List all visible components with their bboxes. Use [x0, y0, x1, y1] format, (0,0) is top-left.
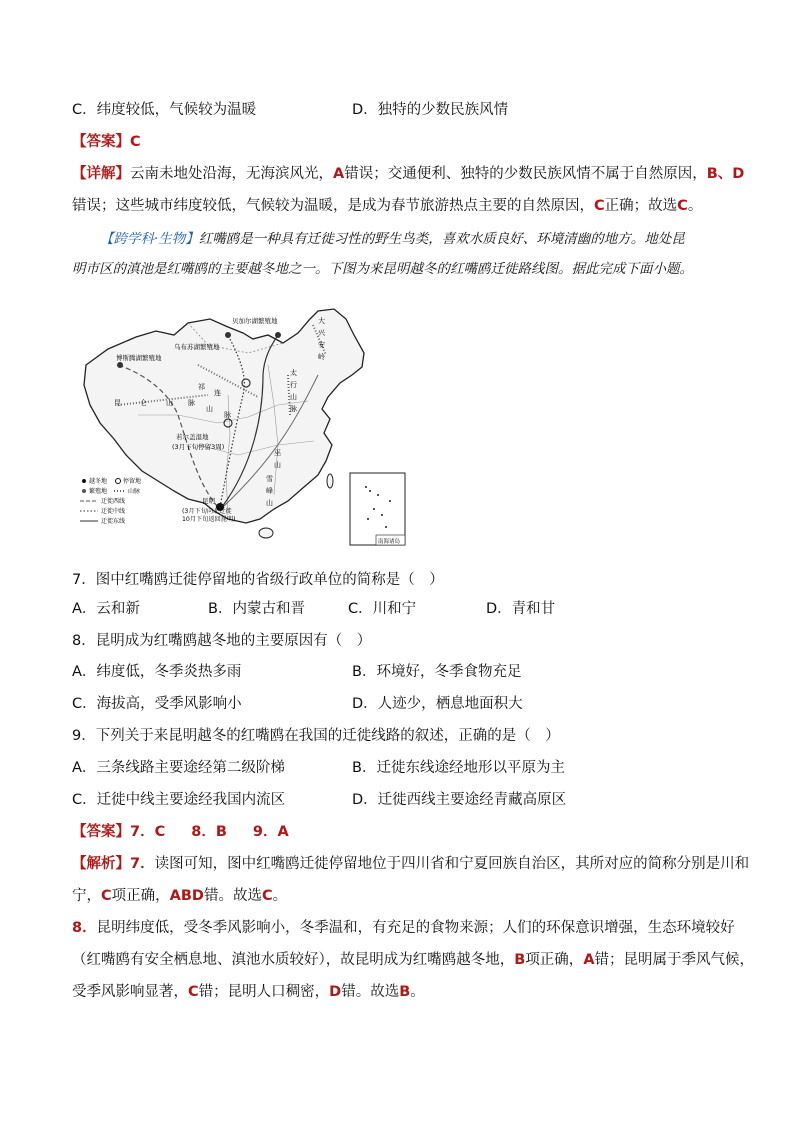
answer-line-2: 【答案】7．C 8．B 9．A: [72, 824, 289, 840]
svg-text:山脉: 山脉: [128, 488, 141, 495]
analysis-line-2: 宁，C项正确，ABD错。故选C。: [72, 888, 288, 904]
prev-option-c: C．纬度较低，气候较为温暖: [72, 102, 257, 118]
svg-text:脉: 脉: [188, 399, 195, 407]
analysis-line-3: 8．昆明纬度低，受冬季风影响小，冬季温和，有充足的食物来源；人们的环保意识增强，生态环境较好: [72, 920, 735, 936]
svg-text:(3月下旬停留3周): (3月下旬停留3周): [172, 443, 225, 451]
analysis-line-4: （红嘴鸥有安全栖息地、滇池水质较好），故昆明成为红嘴鸥越冬地，B项正确，A错；昆明属于季风气候，: [72, 952, 755, 968]
svg-text:大: 大: [318, 317, 325, 325]
detail-line-1: 【详解】云南未地处沿海，无海滨风光，A错误；交通便利、独特的少数民族风情不属于自然原因，B、D: [72, 166, 745, 182]
svg-text:贝加尔湖繁殖地: 贝加尔湖繁殖地: [232, 317, 278, 325]
svg-text:巫: 巫: [274, 449, 281, 457]
svg-text:脉: 脉: [224, 411, 231, 419]
south-china-sea-inset: [350, 473, 405, 545]
svg-text:峰: 峰: [266, 487, 273, 495]
migration-map: [78, 305, 408, 551]
svg-text:山: 山: [266, 499, 273, 507]
q8-stem: 8．昆明成为红嘴鸥越冬地的主要原因有（ ）: [72, 633, 372, 649]
intro-line-1: 【跨学科·生物】红嘴鸥是一种具有迁徙习性的野生鸟类，喜欢水质良好、环境清幽的地方。地处昆: [100, 231, 685, 247]
svg-text:安: 安: [318, 341, 325, 349]
svg-text:乌布苏湖繁殖地: 乌布苏湖繁殖地: [174, 343, 220, 351]
q8-option-a: A．纬度低，冬季炎热多雨: [72, 664, 242, 680]
q8-option-b: B．环境好，冬季食物充足: [352, 664, 522, 680]
svg-text:行: 行: [290, 381, 297, 389]
detail-line-2: 错误；这些城市纬度较低，气候较为温暖，是成为春节旅游热点主要的自然原因，C正确；故选C。: [72, 198, 703, 214]
q7-option-c: C．川和宁: [348, 601, 417, 617]
svg-text:停留地: 停留地: [123, 478, 142, 485]
intro-line-2: 明市区的滇池是红嘴鸥的主要越冬地之一。下图为来昆明越冬的红嘴鸥迁徙路线图。据此完成下面小题。: [72, 261, 693, 277]
q8-option-c: C．海拔高，受季风影响小: [72, 696, 242, 712]
svg-text:兴: 兴: [318, 329, 325, 337]
svg-text:太: 太: [290, 369, 297, 377]
q9-option-c: C．迁徙中线主要途经我国内流区: [72, 792, 286, 808]
svg-text:山: 山: [274, 461, 281, 469]
svg-text:雪: 雪: [266, 475, 273, 483]
q9-option-d: D．迁徙西线主要途经青藏高原区: [352, 792, 567, 808]
svg-text:迁徙中线: 迁徙中线: [101, 508, 126, 515]
q9-option-a: A．三条线路主要途经第二级阶梯: [72, 760, 285, 776]
svg-text:(3月下旬向北迁徙: (3月下旬向北迁徙: [182, 508, 232, 515]
svg-text:若尔盖湿地: 若尔盖湿地: [176, 433, 209, 441]
svg-text:祁: 祁: [198, 383, 205, 391]
q7-option-b: B．内蒙古和晋: [208, 601, 305, 617]
svg-text:山: 山: [166, 399, 173, 407]
answer-line-1: 【答案】C: [72, 134, 141, 150]
prev-option-d: D．独特的少数民族风情: [352, 102, 509, 118]
q7-option-d: D．青和甘: [486, 601, 556, 617]
svg-text:南海诸岛: 南海诸岛: [378, 539, 401, 545]
svg-text:仑: 仑: [140, 399, 147, 407]
q7-stem: 7．图中红嘴鸥迁徙停留地的省级行政单位的简称是（ ）: [72, 572, 444, 588]
q9-stem: 9．下列关于来昆明越冬的红嘴鸥在我国的迁徙线路的叙述，正确的是（ ）: [72, 728, 560, 744]
q9-option-b: B．迁徙东线途经地形以平原为主: [352, 760, 565, 776]
svg-text:脉: 脉: [290, 405, 297, 413]
svg-text:岭: 岭: [318, 353, 325, 361]
q8-option-d: D．人迹少，栖息地面积大: [352, 696, 523, 712]
q7-option-a: A．云和新: [72, 601, 140, 617]
svg-text:连: 连: [214, 389, 221, 397]
svg-text:迁徙西线: 迁徙西线: [101, 498, 126, 505]
svg-text:昆明: 昆明: [202, 497, 215, 505]
analysis-line-5: 受季风影响显著，C错；昆明人口稠密，D错。故选B。: [72, 984, 425, 1000]
svg-text:山: 山: [206, 405, 213, 413]
svg-text:山: 山: [290, 393, 297, 401]
svg-text:昆: 昆: [114, 399, 121, 407]
svg-text:博斯腾湖繁殖地: 博斯腾湖繁殖地: [116, 354, 162, 362]
svg-text:繁殖地: 繁殖地: [89, 488, 108, 495]
svg-text:迁徙东线: 迁徙东线: [101, 518, 126, 525]
map-legend: [80, 477, 141, 525]
svg-text:10月下旬返回昆明): 10月下旬返回昆明): [182, 516, 236, 523]
svg-text:越冬地: 越冬地: [89, 478, 108, 485]
analysis-line-1: 【解析】7．读图可知，图中红嘴鸥迁徙停留地位于四川省和宁夏回族自治区，其所对应的简称分别是川和: [72, 856, 750, 872]
